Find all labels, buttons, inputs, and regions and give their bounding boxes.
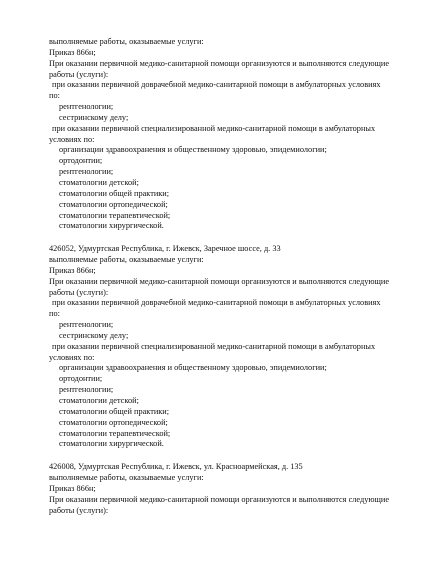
text-line: Приказ 866н; (49, 265, 96, 275)
text-line: стоматологии терапевтической; (59, 210, 171, 220)
text-line: при оказании первичной доврачебной медико-санитарной помощи в амбулаторных условиях (52, 298, 381, 308)
text-line: При оказании первичной медико-санитарной помощи организуются и выполняются следующие (49, 494, 390, 504)
text-line: При оказании первичной медико-санитарной помощи организуются и выполняются следующие (49, 276, 390, 286)
text-line: стоматологии хирургической. (59, 439, 164, 449)
text-line: стоматологии детской; (59, 396, 139, 405)
text-line: работы (услуги): (49, 287, 109, 297)
address-block (49, 244, 410, 450)
text-line: стоматологии хирургической. (59, 221, 164, 231)
text-line: стоматологии ортопедической; (59, 199, 168, 209)
text-line: рентгенологии; (59, 385, 114, 395)
text-line: выполняемые работы, оказываемые услуги: (49, 37, 204, 46)
text-line: ортодонтии; (59, 156, 103, 166)
text-line: стоматологии общей практики; (59, 188, 170, 198)
text-line: условиях по: (49, 352, 95, 362)
block-separator (49, 232, 410, 244)
text-line: условиях по: (49, 134, 95, 144)
address-line: 426008, Удмуртская Республика, г. Ижевск, ул. Красноармейская, д. 135 (49, 462, 303, 472)
text-line: организации здравоохранения и общественному здоровью, эпидемиологии; (59, 363, 327, 373)
text-line: работы (услуги): (49, 69, 109, 79)
text-line: Приказ 866н; (49, 483, 96, 493)
text-line: при оказании первичной специализированной медико-санитарной помощи в амбулаторных (52, 123, 376, 133)
document-body (49, 37, 410, 516)
text-line: по: (49, 91, 60, 101)
text-line: рентгенологии; (59, 320, 114, 330)
text-line: по: (49, 309, 60, 319)
address-block (49, 37, 410, 232)
text-line: рентгенологии; (59, 102, 114, 112)
text-line: сестринскому делу; (59, 330, 129, 340)
text-line: выполняемые работы, оказываемые услуги: (49, 255, 204, 265)
text-line: выполняемые работы, оказываемые услуги: (49, 473, 204, 483)
text-line: при оказании первичной специализированной медико-санитарной помощи в амбулаторных (52, 341, 376, 351)
text-line: стоматологии ортопедической; (59, 417, 168, 427)
text-line: Приказ 866н; (49, 47, 96, 57)
text-line: организации здравоохранения и общественному здоровью, эпидемиологии; (59, 145, 327, 155)
text-line: сестринскому делу; (59, 112, 129, 122)
text-line: ортодонтии; (59, 374, 103, 384)
text-line: работы (услуги): (49, 505, 109, 515)
text-line: При оказании первичной медико-санитарной помощи организуются и выполняются следующие (49, 58, 390, 68)
address-block (49, 462, 410, 516)
text-line: стоматологии детской; (59, 177, 139, 187)
text-line: при оказании первичной доврачебной медико-санитарной помощи в амбулаторных условиях (52, 80, 381, 90)
text-line: рентгенологии; (59, 167, 114, 177)
block-separator (49, 450, 410, 462)
address-line: 426052, Удмуртская Республика, г. Ижевск, Заречное шоссе, д. 33 (49, 244, 281, 254)
text-line: стоматологии общей практики; (59, 406, 170, 416)
text-line: стоматологии терапевтической; (59, 428, 171, 438)
